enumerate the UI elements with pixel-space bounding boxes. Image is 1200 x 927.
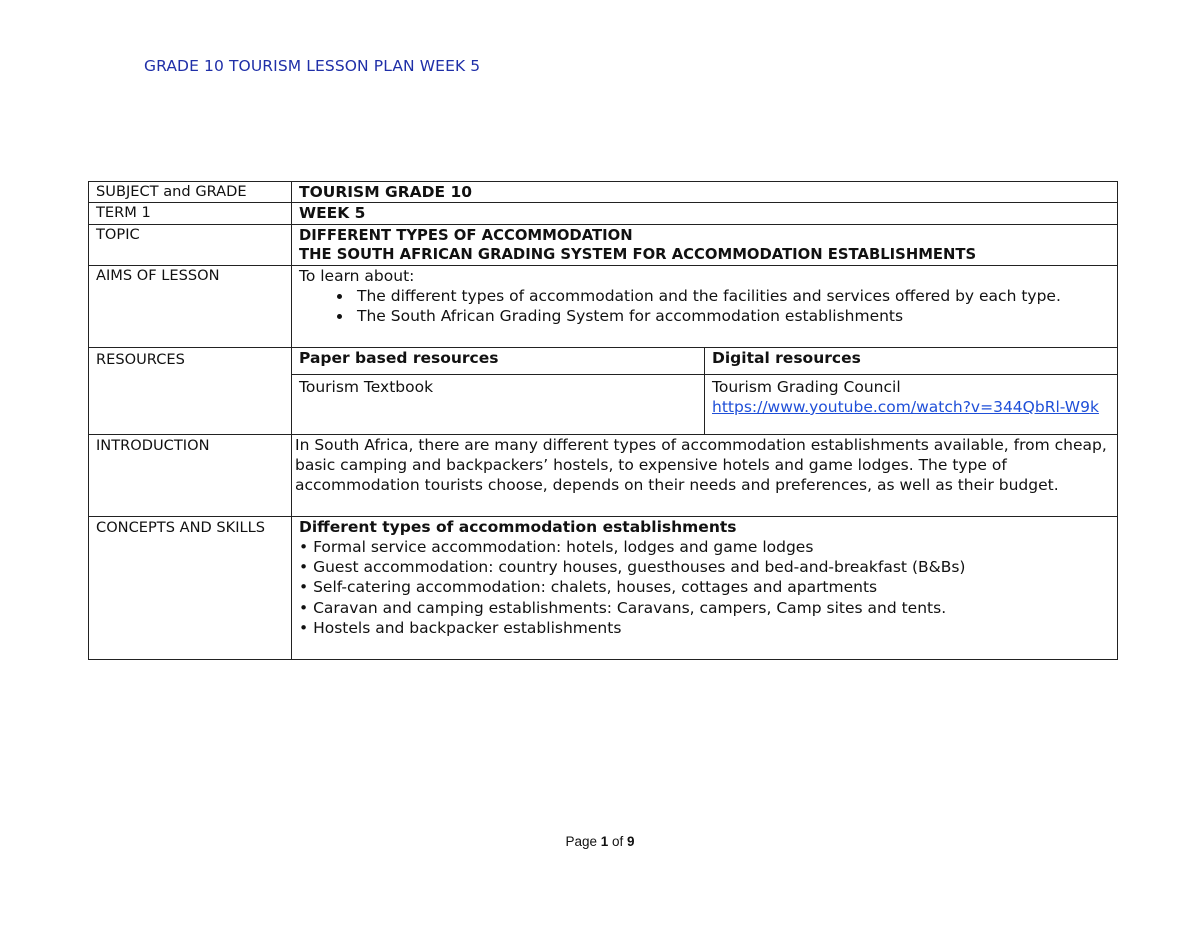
concepts-item: • Hostels and backpacker establishments — [299, 619, 622, 638]
topic-line-1: DIFFERENT TYPES OF ACCOMMODATION — [299, 226, 633, 244]
aims-intro: To learn about: — [299, 266, 415, 285]
week-value: WEEK 5 — [292, 203, 1118, 224]
table-row-term — [89, 203, 1118, 224]
table-row-introduction — [89, 434, 1118, 516]
resources-label: RESOURCES — [89, 347, 292, 434]
digital-resources-value — [705, 374, 1118, 434]
subject-label: SUBJECT and GRADE — [89, 182, 292, 203]
subject-value: TOURISM GRADE 10 — [292, 182, 1118, 203]
digital-resources-heading: Digital resources — [705, 347, 1118, 374]
concepts-item: • Formal service accommodation: hotels, lodges and game lodges — [299, 537, 814, 556]
aims-value — [292, 265, 1118, 347]
table-row-aims — [89, 265, 1118, 347]
digital-resource-name: Tourism Grading Council — [712, 377, 901, 396]
footer-page-prefix: Page — [565, 834, 597, 849]
concepts-item: • Caravan and camping establishments: Caravans, campers, Camp sites and tents. — [299, 598, 947, 617]
concepts-item: • Guest accommodation: country houses, guesthouses and bed-and-breakfast (B&Bs) — [299, 558, 966, 577]
concepts-value — [292, 516, 1118, 659]
table-row-resources-head — [89, 347, 1118, 374]
aims-item: • The different types of accommodation and the facilities and services offered by each type. — [353, 286, 1111, 306]
topic-value — [292, 224, 1118, 265]
concepts-label: CONCEPTS AND SKILLS — [89, 516, 292, 659]
topic-label: TOPIC — [89, 224, 292, 265]
table-row-subject — [89, 182, 1118, 203]
page-header-title: GRADE 10 TOURISM LESSON PLAN WEEK 5 — [144, 57, 481, 75]
aims-label: AIMS OF LESSON — [89, 265, 292, 347]
table-row-concepts — [89, 516, 1118, 659]
concepts-heading: Different types of accommodation establishments — [299, 517, 737, 536]
aims-list — [299, 286, 1111, 327]
lesson-plan-table — [88, 181, 1118, 660]
youtube-link[interactable]: https://www.youtube.com/watch?v=344QbRl-W9k — [712, 397, 1099, 416]
paper-resources-heading: Paper based resources — [292, 347, 705, 374]
introduction-text: In South Africa, there are many different types of accommodation establishments available, from cheap, basic camping and backpackers’ hostels, to expensive hotels and game lodges. The type of accommodation tourists choose, depends on their needs and preferences, as well as their budget. — [292, 434, 1118, 516]
introduction-label: INTRODUCTION — [89, 434, 292, 516]
page-footer — [0, 834, 1200, 849]
footer-total-pages: 9 — [627, 834, 635, 849]
topic-line-2: THE SOUTH AFRICAN GRADING SYSTEM FOR ACCOMMODATION ESTABLISHMENTS — [299, 245, 977, 263]
footer-current-page: 1 — [600, 834, 609, 849]
concepts-item: • Self-catering accommodation: chalets, houses, cottages and apartments — [299, 578, 878, 597]
paper-resources-value: Tourism Textbook — [292, 374, 705, 434]
aims-item: • The South African Grading System for accommodation establishments — [353, 306, 1111, 326]
footer-of: of — [612, 834, 624, 849]
table-row-topic — [89, 224, 1118, 265]
term-label: TERM 1 — [89, 203, 292, 224]
